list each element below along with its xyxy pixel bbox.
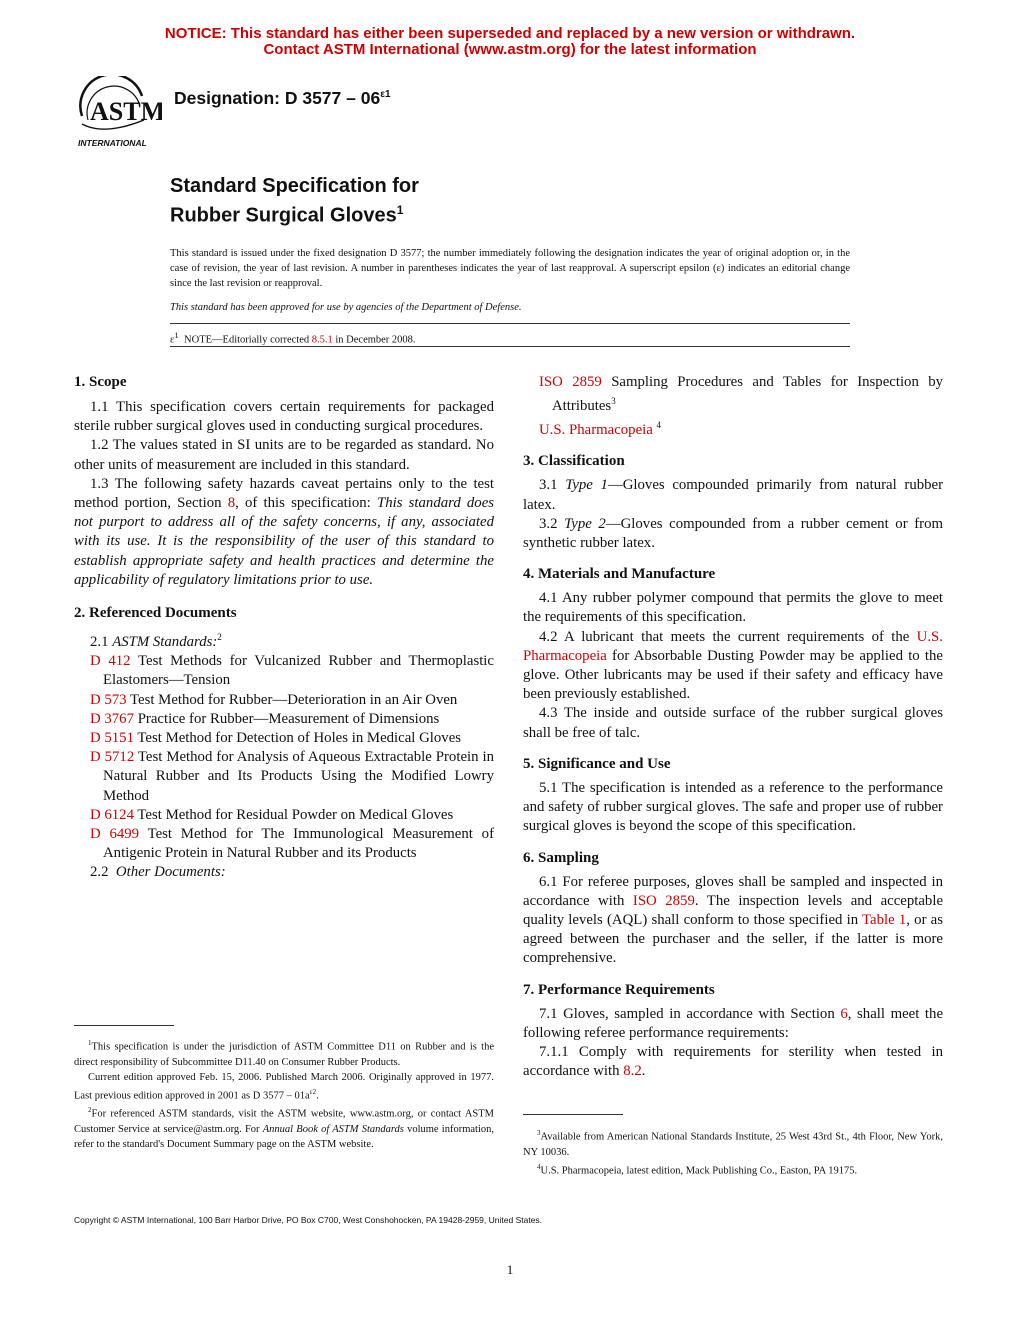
notice-line-2: Contact ASTM International (www.astm.org) for the latest information bbox=[263, 41, 757, 58]
astm-logo-icon bbox=[74, 76, 162, 150]
footnote-rule-left bbox=[74, 1025, 174, 1026]
link-8-2[interactable]: 8.2 bbox=[623, 1063, 642, 1080]
footnote: $^3$Available from American National Standards Institute, 25 West 43rd St., 4th Floor, New York, NY 10036. bbox=[523, 1129, 943, 1158]
ref-item: D 5151 Test Method for Detection of Holes in Medical Gloves bbox=[90, 729, 462, 746]
ref-item: D 3767 Practice for Rubber—Measurement of Dimensions bbox=[90, 710, 440, 727]
editorial-note: $\varepsilon^1$ NOTE—Editorially corrected 8.5.1 in December 2008. bbox=[170, 330, 416, 346]
ref-item: D 6499 Test Method for The Immunological Measurement of Antigenic Protein in Natural Rubber and its Products bbox=[90, 825, 494, 862]
link-section-8[interactable]: 8 bbox=[227, 495, 236, 512]
left-column bbox=[74, 373, 494, 883]
logo-text: ASTM bbox=[90, 97, 162, 126]
paragraph: 3.1 Type 1—Gloves compounded primarily from natural rubber latex. bbox=[523, 477, 944, 513]
ref-item: D 5712 Test Method for Analysis of Aqueous Extractable Protein in Natural Rubber and Its Products Using the Modified Lowry Method bbox=[90, 749, 494, 804]
paragraph: 7.1.1 Comply with requirements for sterility when tested in accordance with 8.2. bbox=[523, 1043, 943, 1080]
page-title bbox=[170, 174, 419, 228]
paragraph: 4.2 A lubricant that meets the current requirements of the U.S. Pharmacopeia for Absorbable Dusting Powder may be applied to the glove. Other lubricants may be used if their safety and efficacy have been previously established. bbox=[523, 628, 943, 703]
title-sup: 1 bbox=[396, 203, 404, 217]
ref-link[interactable]: ISO 2859 bbox=[539, 374, 602, 390]
section-heading: 6. Sampling bbox=[523, 849, 599, 866]
paragraph: 3.2 Type 2—Gloves compounded from a rubber cement or from synthetic rubber latex. bbox=[523, 515, 944, 552]
dod-note: This standard has been approved for use by agencies of the Department of Defense. bbox=[170, 302, 522, 313]
link-section-6[interactable]: 6 bbox=[840, 1005, 848, 1022]
section-heading: 2. Referenced Documents bbox=[74, 605, 237, 622]
paragraph: 7.1 Gloves, sampled in accordance with Section 6, shall meet the following referee performance requirements: bbox=[523, 1005, 944, 1041]
issuance-note: This standard is issued under the fixed designation D 3577; the number immediately following the designation indicates the year of original adoption or, in the case of revision, the year of last revision. A number in parentheses indicates the year of last reapproval. A superscript epsilon (ε) indicates an editorial change since the last revision or reapproval. bbox=[170, 248, 850, 289]
paragraph: 1.2 The values stated in SI units are to be regarded as standard. No other units of measurement are included in this standard. bbox=[74, 437, 494, 473]
ref-link[interactable]: D 3767 bbox=[90, 710, 134, 727]
link-table-1[interactable]: Table 1 bbox=[862, 911, 907, 928]
designation-sup: ε1 bbox=[380, 89, 391, 101]
paragraph: 5.1 The specification is intended as a reference to the performance and safety of rubber surgical gloves. The safe and proper use of rubber surgical gloves is beyond the scope of this specification. bbox=[523, 779, 943, 835]
notice-line-1: NOTICE: This standard has either been superseded and replaced by a new version or withdrawn. bbox=[164, 25, 856, 42]
rule-top bbox=[170, 323, 850, 324]
astm-logo bbox=[74, 76, 162, 150]
footnote: $^1$This specification is under the jurisdiction of ASTM Committee D11 on Rubber and is the direct responsibility of Subcommittee D11.40 on Consumer Rubber Products. bbox=[74, 1039, 494, 1068]
ref-item: ISO 2859 Sampling Procedures and Tables for Inspection by Attributes$^3$ bbox=[539, 374, 944, 415]
section-heading: 7. Performance Requirements bbox=[523, 981, 715, 998]
ref-link[interactable]: D 412 bbox=[90, 653, 131, 670]
footnote: $^2$For referenced ASTM standards, visit the ASTM website, www.astm.org, or contact ASTM Customer Service at service@astm.org. For Annual Book of ASTM Standards volume information, refer to the standard's Document Summary page on the ASTM website. bbox=[74, 1106, 494, 1150]
ref-link[interactable]: U.S. Pharmacopeia bbox=[539, 422, 653, 439]
footnote-rule-right bbox=[523, 1114, 623, 1115]
withdrawal-notice bbox=[0, 26, 1020, 58]
link-iso-2859[interactable]: ISO 2859 bbox=[632, 892, 695, 909]
ref-link[interactable]: D 6499 bbox=[90, 825, 140, 842]
title-line-1: Standard Specification for bbox=[170, 175, 419, 197]
page-number: 1 bbox=[506, 1262, 514, 1277]
section-heading: 1. Scope bbox=[74, 374, 127, 390]
designation bbox=[174, 88, 391, 109]
ref-link[interactable]: D 5151 bbox=[90, 729, 134, 746]
designation-label: Designation: D 3577 – 06 bbox=[174, 88, 381, 108]
ref-item: D 6124 Test Method for Residual Powder on Medical Gloves bbox=[90, 806, 454, 823]
paragraph: 1.3 The following safety hazards caveat pertains only to the test method portion, Section 8, of this specification: This standard does not purport to address all of the safety concerns, if any, associated with its use. It is the responsibility of the user of this standard to establish appropriate safety and health practices and determine the applicability of regulatory limitations prior to use. bbox=[74, 475, 495, 588]
right-column bbox=[523, 373, 943, 1081]
ref-link[interactable]: D 6124 bbox=[90, 806, 134, 823]
paragraph: 1.1 This specification covers certain requirements for packaged sterile rubber surgical gloves used in conducting surgical procedures. bbox=[74, 399, 494, 435]
logo-subtext: INTERNATIONAL bbox=[78, 138, 147, 148]
copyright: Copyright © ASTM International, 100 Barr Harbor Drive, PO Box C700, West Conshohocken, PA 19428-2959, United States. bbox=[74, 1215, 543, 1225]
ref-link[interactable]: D 5712 bbox=[90, 749, 135, 766]
paragraph: 4.1 Any rubber polymer compound that permits the glove to meet the requirements of this specification. bbox=[523, 590, 943, 626]
subsection-label: 2.1 ASTM Standards:$^2$ bbox=[90, 632, 222, 650]
ref-link[interactable]: D 573 bbox=[90, 691, 127, 708]
footnote: $^4$U.S. Pharmacopeia, latest edition, Mack Publishing Co., Easton, PA 19175. bbox=[537, 1162, 858, 1176]
link-us-pharmacopeia[interactable]: U.S. Pharmacopeia bbox=[523, 628, 943, 664]
ref-item: D 573 Test Method for Rubber—Deterioration in an Air Oven bbox=[90, 691, 458, 708]
ref-list bbox=[74, 652, 494, 863]
ref-item: U.S. Pharmacopeia $^4$ bbox=[539, 420, 662, 439]
footnotes-left bbox=[74, 1036, 494, 1152]
section-heading: 3. Classification bbox=[523, 453, 625, 470]
footnotes-right bbox=[523, 1126, 943, 1178]
section-heading: 5. Significance and Use bbox=[523, 755, 671, 772]
title-line-2: Rubber Surgical Gloves bbox=[170, 204, 397, 227]
rule-bottom bbox=[170, 346, 850, 347]
section-heading: 4. Materials and Manufacture bbox=[523, 566, 716, 583]
paragraph: 4.3 The inside and outside surface of the rubber surgical gloves shall be free of talc. bbox=[523, 705, 943, 741]
paragraph: 6.1 For referee purposes, gloves shall be sampled and inspected in accordance with ISO 2859. The inspection levels and acceptable quality levels (AQL) shall conform to those specified in Table 1, or as agreed between the purchaser and the seller, if the latter is more comprehensive. bbox=[523, 873, 944, 967]
link-8-5-1[interactable]: 8.5.1 bbox=[311, 334, 333, 346]
subsection-label: 2.2 Other Documents: bbox=[90, 864, 226, 881]
footnote: Current edition approved Feb. 15, 2006. Published March 2006. Originally approved in 1977. Last previous edition approved in 2001 as D $3577 - 01a^{\varepsilon 2}$. bbox=[74, 1071, 494, 1101]
ref-item: D 412 Test Methods for Vulcanized Rubber and Thermoplastic Elastomers—Tension bbox=[90, 653, 494, 689]
